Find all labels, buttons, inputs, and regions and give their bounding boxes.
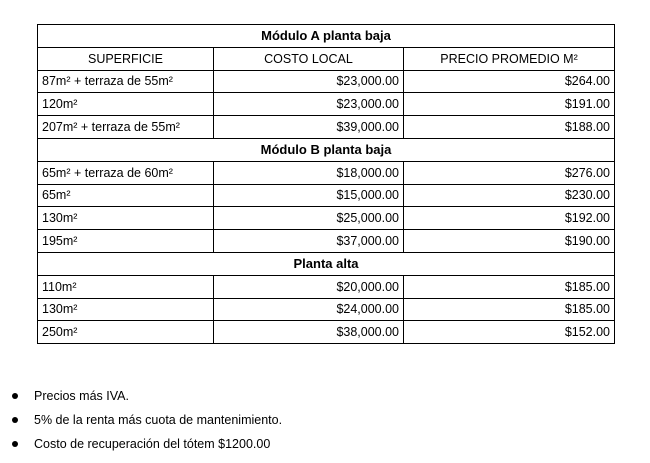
costo-cell: $25,000.00 xyxy=(214,207,404,230)
superficie-cell: 195m² xyxy=(38,230,214,253)
precio-cell: $185.00 xyxy=(404,275,615,298)
superficie-cell: 65m² + terraza de 60m² xyxy=(38,161,214,184)
table-row xyxy=(38,321,615,344)
section-title: Módulo A planta baja xyxy=(38,25,615,48)
column-header-superficie: SUPERFICIE xyxy=(38,47,214,70)
note-text: Precios más IVA. xyxy=(34,389,129,403)
bullet-icon xyxy=(12,417,18,423)
table-row xyxy=(38,184,615,207)
column-header-row xyxy=(38,47,615,70)
list-item xyxy=(12,432,282,456)
superficie-cell: 130m² xyxy=(38,207,214,230)
section-title: Planta alta xyxy=(38,252,615,275)
precio-cell: $190.00 xyxy=(404,230,615,253)
table-row xyxy=(38,70,615,93)
table-row xyxy=(38,207,615,230)
section-header-row xyxy=(38,252,615,275)
superficie-cell: 207m² + terraza de 55m² xyxy=(38,116,214,139)
table-row xyxy=(38,161,615,184)
costo-cell: $20,000.00 xyxy=(214,275,404,298)
costo-cell: $24,000.00 xyxy=(214,298,404,321)
column-header-costo-local: COSTO LOCAL xyxy=(214,47,404,70)
precio-cell: $192.00 xyxy=(404,207,615,230)
costo-cell: $39,000.00 xyxy=(214,116,404,139)
costo-cell: $23,000.00 xyxy=(214,70,404,93)
superficie-cell: 250m² xyxy=(38,321,214,344)
costo-cell: $15,000.00 xyxy=(214,184,404,207)
superficie-cell: 87m² + terraza de 55m² xyxy=(38,70,214,93)
list-item xyxy=(12,408,282,432)
note-text: 5% de la renta más cuota de mantenimiento. xyxy=(34,413,283,427)
note-text: Costo de recuperación del tótem $1200.00 xyxy=(34,437,271,451)
costo-cell: $18,000.00 xyxy=(214,161,404,184)
precio-cell: $264.00 xyxy=(404,70,615,93)
column-header-precio-promedio: PRECIO PROMEDIO M² xyxy=(404,47,615,70)
list-item xyxy=(12,384,282,408)
table-row xyxy=(38,275,615,298)
section-header-row xyxy=(38,138,615,161)
superficie-cell: 120m² xyxy=(38,93,214,116)
price-table xyxy=(37,24,615,344)
section-title: Módulo B planta baja xyxy=(38,138,615,161)
superficie-cell: 130m² xyxy=(38,298,214,321)
precio-cell: $185.00 xyxy=(404,298,615,321)
table-row xyxy=(38,116,615,139)
costo-cell: $23,000.00 xyxy=(214,93,404,116)
precio-cell: $188.00 xyxy=(404,116,615,139)
notes-list xyxy=(12,384,282,456)
section-header-row xyxy=(38,25,615,48)
superficie-cell: 110m² xyxy=(38,275,214,298)
precio-cell: $230.00 xyxy=(404,184,615,207)
table-row xyxy=(38,298,615,321)
bullet-icon xyxy=(12,393,18,399)
superficie-cell: 65m² xyxy=(38,184,214,207)
bullet-icon xyxy=(12,441,18,447)
table-row xyxy=(38,230,615,253)
precio-cell: $276.00 xyxy=(404,161,615,184)
precio-cell: $152.00 xyxy=(404,321,615,344)
costo-cell: $38,000.00 xyxy=(214,321,404,344)
costo-cell: $37,000.00 xyxy=(214,230,404,253)
precio-cell: $191.00 xyxy=(404,93,615,116)
table-row xyxy=(38,93,615,116)
